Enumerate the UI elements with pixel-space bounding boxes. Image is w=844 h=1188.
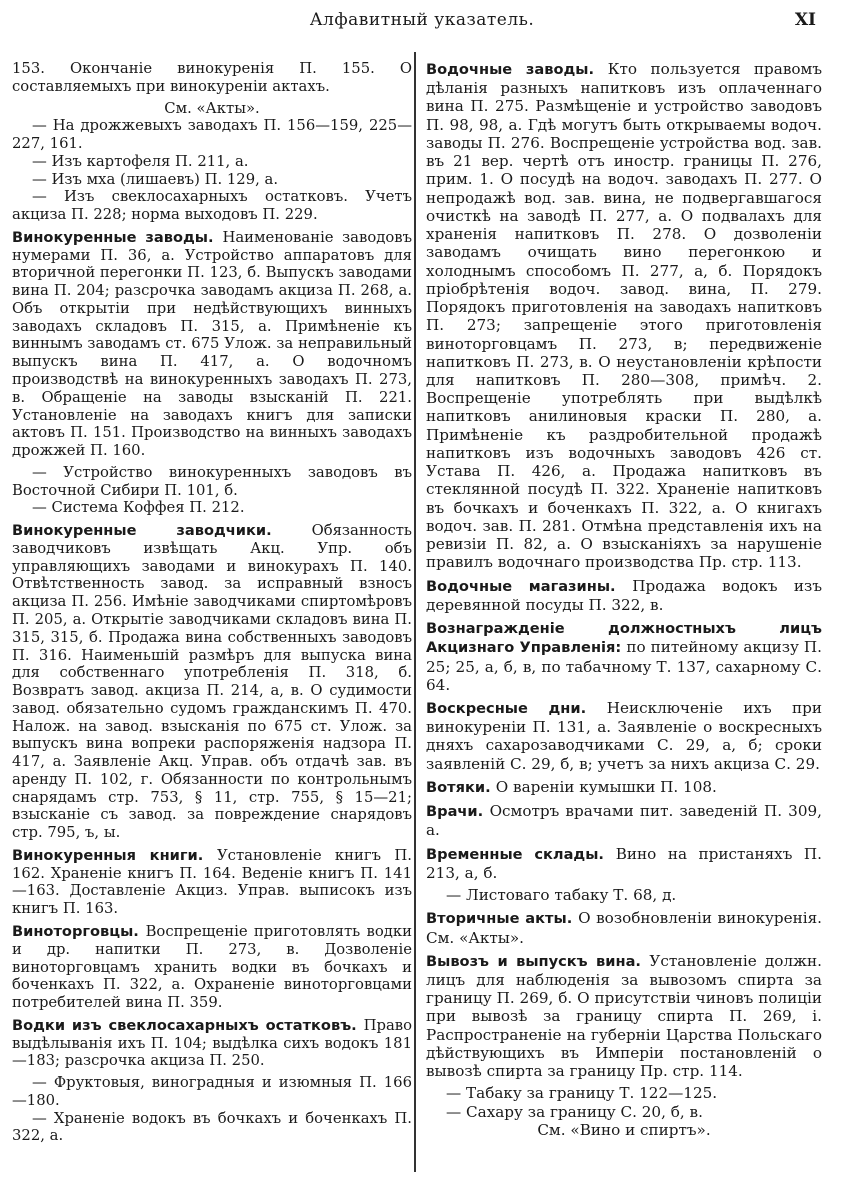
sub-entry: — Система Коффея П. 212. [32,499,245,517]
running-title: Алфавитный указатель. [309,10,535,30]
sub-entry: — Сахару за границу С. 20, б, в. [446,1102,703,1121]
entry-heading: Воскресные дни. [426,699,607,717]
entry-heading: Временные склады. [426,845,616,863]
entry-heading: Винокуренные заводы. [12,228,223,246]
entry-heading: Вознагражденіе должностныхъ лицъ Акцизнаго Управленія: [426,620,822,657]
sub-entry: — Изъ картофеля П. 211, а. [32,152,249,170]
sub-entry: — Изъ свеклосахарныхъ остатковъ. Учетъ акциза П. 228; норма выходовъ П. 229. [12,188,412,224]
index-entry [12,522,412,842]
entry-heading: Водки изъ свеклосахарныхъ остатковъ. [12,1016,364,1034]
entry-heading: Водочные магазины. [426,577,633,595]
right-column [426,60,822,1139]
entry-text: Право выдѣлыванія ихъ П. 104; выдѣлка сихъ водокъ 181—183; разсрочка акциза П. 250. [12,1016,412,1070]
index-entry [426,909,822,946]
page-header [0,10,844,38]
index-entry [426,619,822,694]
sub-entry: — Фруктовыя, виноградныя и изюмныя П. 166—180. [12,1074,412,1109]
index-entry [426,778,822,797]
entry-text: Установленіе должн. лицъ для наблюденія за вывозомъ спирта за границу П. 269, б. О присутствіи чиновъ полиціи при вывозѣ за границу спирта П. 269, і. Распространеніе на губерніи Царства Польскаго дѣйствующихъ въ Имперіи постановленій о вывозѣ спирта за границу Пр. стр. 114. [426,951,822,1081]
sub-entry: — На дрожжевыхъ заводахъ П. 156—159, 225—227, 161. [12,117,412,153]
sub-entry: — Табаку за границу Т. 122—125. [446,1084,718,1103]
index-entry [426,699,822,773]
column-divider [414,52,416,1172]
index-entry [426,60,822,572]
entry-text: Наименованіе заводовъ нумерами П. 36, а. Устройство аппаратовъ для вторичной перегонки П. 123, б. Выпускъ заводами вина П. 204; разсрочка заводамъ акциза П. 268, а. Объ открытіи при недѣйствующихъ винныхъ заводахъ складовъ П. 315, а. Примѣненіе къ виннымъ заводамъ ст. 675 Улож. за неправильный выпускъ вина П. 417, а. О водочномъ производствѣ на винокуренныхъ заводахъ П. 273, в. Обращеніе на заводы взысканій П. 221. Установленіе на заводахъ книгъ для записки актовъ П. 151. Производство на винныхъ заводахъ дрожжей П. 160. [12,228,412,460]
sub-entry: — Устройство винокуренныхъ заводовъ въ Восточной Сибири П. 101, б. [12,463,412,499]
entry-text: Неисключеніе ихъ при винокуреніи П. 131, а. Заявленіе о воскресныхъ дняхъ сахарозаводчиками С. 29, а, б; сроки заявленій С. 29, б, в; учетъ за нихъ акциза С. 29. [426,698,822,773]
entry-text: по питейному акцизу П. 25; 25, а, б, в, по табачному Т. 137, сахарному С. 64. [426,638,822,694]
index-entry [12,847,412,918]
page-number: XI [794,10,816,30]
index-entry [12,923,412,1012]
index-entry [426,802,822,839]
entry-heading: Винокуренные заводчики. [12,522,312,540]
entry-heading: Вотяки. [426,778,496,796]
entry-heading: Вторичные акты. [426,910,579,928]
entry-text: Кто пользуется правомъ дѣланія разныхъ напитковъ изъ оплаченнаго вина П. 275. Размѣщеніе и устройство заводовъ П. 98, 98, а. Гдѣ могутъ быть открываемы водоч. заводы П. 276. Воспрещеніе устройства вод. зав. въ 21 вер. чертѣ отъ иностр. границы П. 276, прим. 1. О посудѣ на водоч. заводахъ П. 277. О непродажѣ вод. зав. вина, не подвергавшагося очисткѣ на заводѣ П. 277, а. О подвалахъ для храненія напитковъ П. 278. О дозволеніи заводамъ очищать вино перегонкою и холоднымъ способомъ П. 277, а, б. Порядокъ пріобрѣтенія водоч. завод. вина, П. 279. Порядокъ приготовленія на заводахъ напитковъ П. 273; запрещеніе этого приготовленія виноторговцамъ П. 273, в; передвиженіе напитковъ П. 273, в. О неустановленіи крѣпости для напитковъ П. 280—308, примѣч. 2. Воспрещеніе употреблять при выдѣлкѣ напитковъ анилиновыя краски П. 280, а. Примѣненіе къ раздробительной продажѣ напитковъ изъ водочныхъ заводовъ 426 ст. Устава П. 426, а. Продажа напитковъ въ стеклянной посудѣ П. 322. Храненіе напитковъ въ бочкахъ и боченкахъ П. 322, а. О книгахъ водоч. зав. П. 281. Отмѣна представленія ихъ на ревизіи П. 82, а. О взысканіяхъ за нарушеніе правилъ водочнаго производства Пр. стр. 113. [426,60,822,572]
entry-heading: Вывозъ и выпускъ вина. [426,952,650,970]
index-entry [12,229,412,460]
entry-text: Вино на пристаняхъ П. 213, а, б. [426,844,822,882]
sub-entry: — Изъ мха (лишаевъ) П. 129, а. [32,170,279,188]
index-entry [426,577,822,614]
entry-text: Осмотръ врачами пит. заведеній П. 309, а. [426,802,822,840]
entry-text: 153. Окончаніе винокуренія П. 155. О составляемыхъ при винокуреніи актахъ. [12,60,412,95]
entry-text: Продажа водокъ изъ деревянной посуды П. 322, в. [426,576,822,614]
entry-text: О вареніи кумышки П. 108. [495,777,717,796]
entry-text: Воспрещеніе приготовлять водки и др. напитки П. 273, в. Дозволеніе виноторговцамъ хранить водки въ бочкахъ и боченкахъ П. 322, а. Охраненіе виноторговцами потребителей вина П. 359. [12,922,412,1012]
index-entry [426,952,822,1081]
index-entry [426,845,822,882]
left-column [12,60,412,1145]
index-entry [12,1017,412,1070]
sub-entry: — Храненіе водокъ въ бочкахъ и боченкахъ П. 322, а. [12,1109,412,1145]
entry-heading: Виноторговцы. [12,922,146,940]
sub-entry: — Листоваго табаку Т. 68, д. [446,886,677,905]
entry-heading: Винокуренныя книги. [12,846,217,864]
entry-heading: Водочные заводы. [426,61,608,78]
entry-heading: Врачи. [426,803,490,821]
cross-reference: См. «Вино и спиртъ». [537,1120,711,1139]
entry-text: Установленіе книгъ П. 162. Храненіе книгъ П. 164. Веденіе книгъ П. 141—163. Доставленіе Акциз. Управ. выписокъ изъ книгъ П. 163. [12,846,412,918]
entry-text: Обязанность заводчиковъ извѣщать Акц. Упр. объ управляющихъ заводами и винокурахъ П. 140. Отвѣтственность завод. за исправный взносъ акциза П. 256. Имѣніе заводчиками спиртомѣровъ П. 205, а. Открытіе заводчиками складовъ вина П. 315, 315, б. Продажа вина собственныхъ заводовъ П. 316. Наименьшій размѣръ для выпуска вина для собственнаго употребленія П. 318, б. Возвратъ завод. акциза П. 214, а, в. О судимости завод. обязательно судомъ гражданскимъ П. 470. Налож. на завод. взысканія по 675 ст. Улож. за выпускъ вина вопреки распоряженія надзора П. 417, а. Заявленіе Акц. Управ. объ отдачѣ зав. въ аренду П. 102, г. Обязанности по контрольнымъ снарядамъ стр. 753, § 11, стр. 755, § 15—21; взысканіе съ завод. за повреждение снарядовъ стр. 795, ъ, ы. [12,522,412,842]
cross-reference: См. «Акты». [164,99,260,117]
entry-text: О возобновленіи винокуренія. См. «Акты». [426,909,822,947]
index-entry [12,60,412,96]
